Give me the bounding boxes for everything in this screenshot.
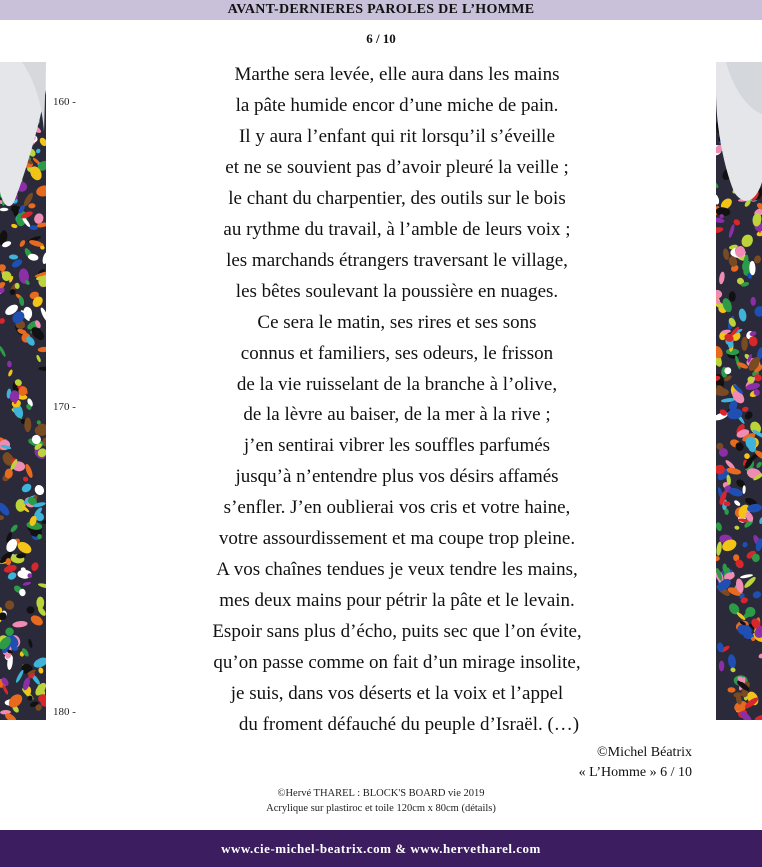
line-number-170: 170 -	[53, 401, 76, 413]
verse: et ne se souvient pas d’avoir pleuré la veille ;	[225, 156, 569, 178]
verse: j’en sentirai vibrer les souffles parfumés	[243, 435, 551, 457]
artwork-details: Acrylique sur plastiroc et toile 120cm x 80cm (détails)	[266, 803, 496, 814]
work-reference: « L’Homme » 6 / 10	[578, 765, 692, 780]
website-separator: &	[395, 841, 407, 856]
document-title: AVANT-DERNIERES PAROLES DE L’HOMME	[227, 2, 535, 17]
paint-fragment	[748, 376, 755, 383]
verse: de la lèvre au baiser, de la mer à la rive ;	[243, 404, 551, 426]
paint-fragment	[719, 661, 724, 672]
page-indicator: 6 / 10	[366, 31, 396, 46]
verse: votre assourdissement et ma coupe trop pleine.	[218, 528, 576, 550]
verse: les bêtes soulevant la poussière en nuages.	[235, 280, 559, 302]
verse: Il y aura l’enfant qui rit lorsqu’il s’éveille	[238, 125, 556, 147]
verse: les marchands étrangers traversant le village,	[226, 249, 568, 271]
author-credit: ©Michel Béatrix	[597, 745, 692, 760]
website-link-herve-tharel[interactable]: www.hervetharel.com	[410, 841, 541, 856]
verse: qu’on passe comme on fait d’un mirage insolite,	[213, 652, 581, 674]
verse: A vos chaînes tendues je veux tendre les mains,	[216, 559, 578, 581]
verse: du froment défauché du peuple d’Israël. (…)	[238, 714, 580, 736]
verse: Marthe sera levée, elle aura dans les mains	[234, 64, 560, 85]
document-title-bar	[0, 0, 762, 20]
artwork-credit: ©Hervé THAREL : BLOCK'S BOARD vie 2019	[277, 788, 485, 799]
verse: je suis, dans vos déserts et la voix et l’appel	[230, 683, 564, 705]
verse: la pâte humide encor d’une miche de pain.	[235, 94, 559, 116]
verse: s’enfler. J’en oublierai vos cris et votre haine,	[223, 497, 571, 519]
verse: mes deux mains pour pétrir la pâte et le levain.	[219, 590, 575, 612]
verse: Espoir sans plus d’écho, puits sec que l’on évite,	[212, 621, 582, 643]
line-number-column	[0, 0, 100, 867]
verse: Ce sera le matin, ses rires et ses sons	[257, 311, 537, 333]
website-link-michel-beatrix[interactable]: www.cie-michel-beatrix.com	[221, 841, 392, 856]
poem-text	[100, 60, 694, 741]
line-number-180: 180 -	[53, 706, 76, 718]
verse: au rythme du travail, à l’amble de leurs voix ;	[223, 218, 571, 240]
painting-right-image	[716, 62, 762, 720]
line-number-160: 160 -	[53, 96, 76, 108]
verse: le chant du charpentier, des outils sur le bois	[228, 187, 566, 209]
verse: connus et familiers, ses odeurs, le frisson	[240, 342, 554, 364]
website-footer-bar	[0, 830, 762, 867]
verse: de la vie ruisselant de la branche à l’olive,	[236, 373, 558, 395]
verse: jusqu’à n’entendre plus vos désirs affamés	[235, 466, 559, 488]
painting-detail-right	[716, 62, 762, 720]
paint-fragment	[751, 297, 756, 306]
